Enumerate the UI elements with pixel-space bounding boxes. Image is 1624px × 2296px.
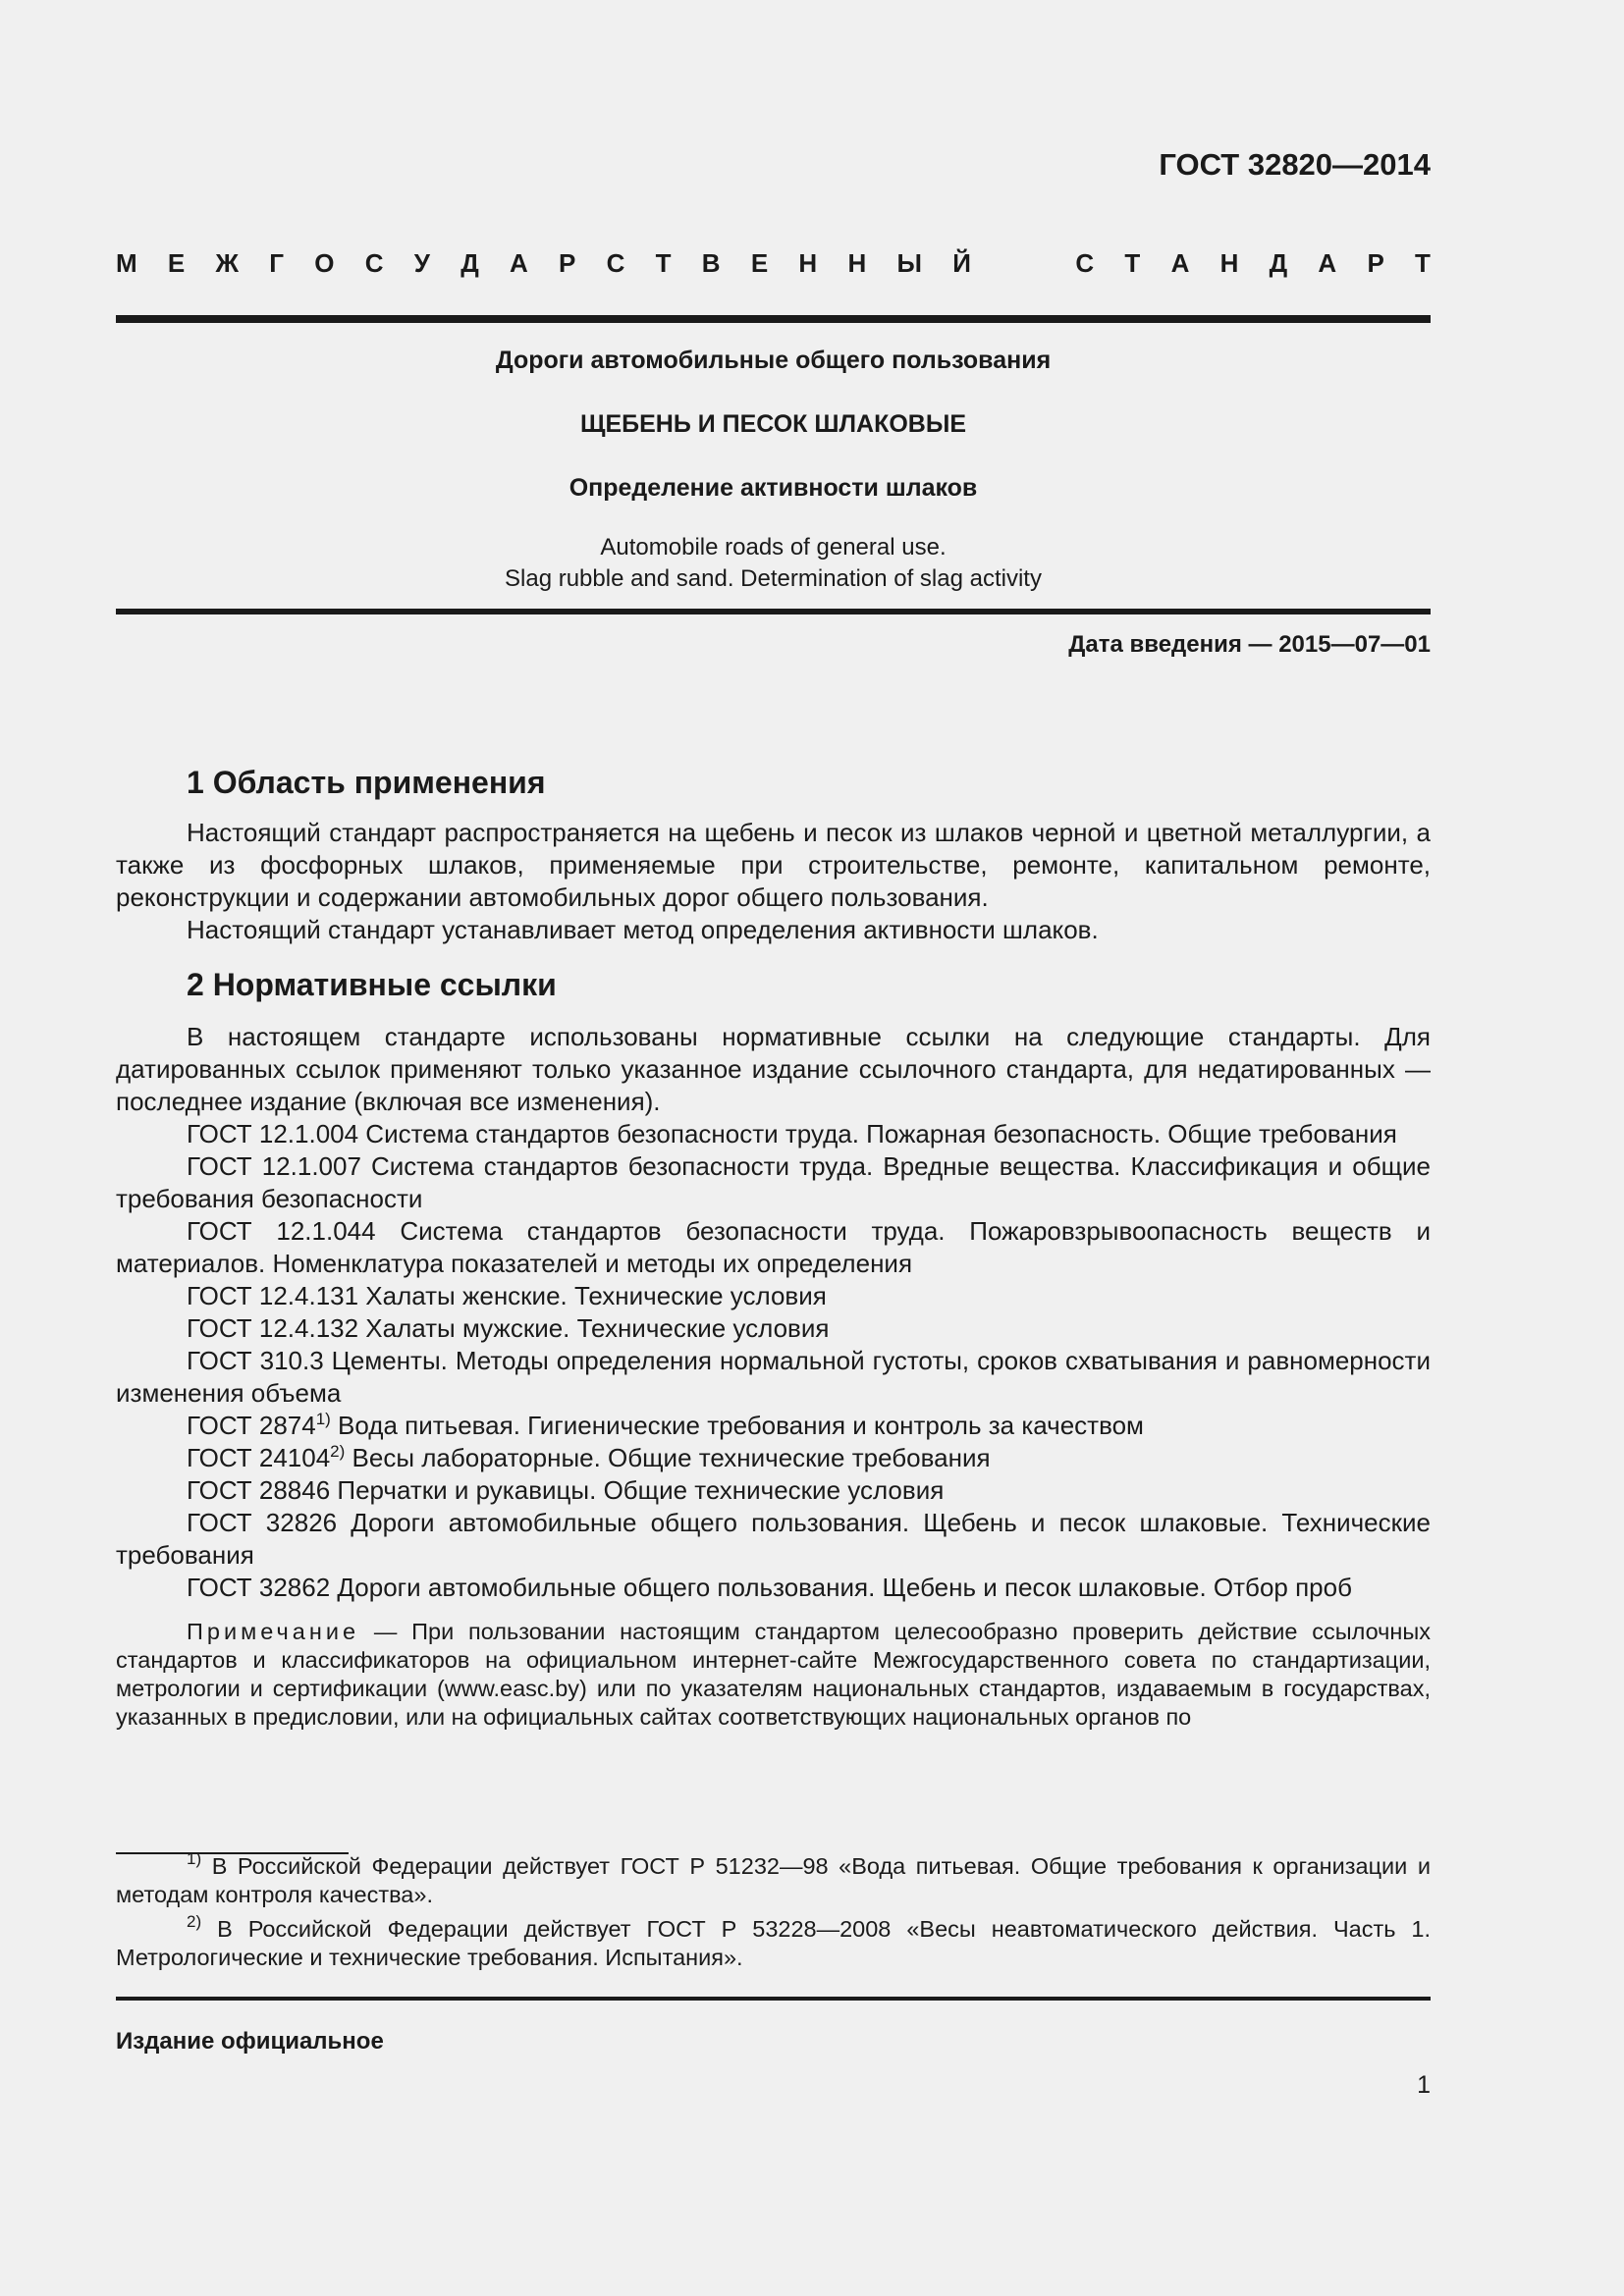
footnote-1 xyxy=(116,1849,1431,1909)
heading-letter: Е xyxy=(750,248,769,278)
document-body xyxy=(116,760,1431,1732)
heading-letter: Н xyxy=(1219,248,1239,278)
reference-text: Вода питьевая. Гигиенические требования и контроль за качеством xyxy=(330,1411,1144,1440)
reference-item-2874 xyxy=(116,1410,1431,1442)
reference-item: ГОСТ 310.3 Цементы. Методы определения нормальной густоты, сроков схватывания и равномерности изменения объема xyxy=(116,1346,1431,1408)
section-1-heading: 1 Область применения xyxy=(187,765,546,800)
title-line-2: ЩЕБЕНЬ И ПЕСОК ШЛАКОВЫЕ xyxy=(579,410,967,438)
reference-item-24104 xyxy=(116,1442,1431,1474)
reference-code: ГОСТ 24104 xyxy=(187,1443,331,1472)
top-divider xyxy=(116,315,1431,323)
reference-item: ГОСТ 12.4.132 Халаты мужские. Технические условия xyxy=(187,1313,830,1343)
heading-letter: Т xyxy=(655,248,672,278)
page-number: 1 xyxy=(1417,2071,1431,2099)
section-1-paragraph-2: Настоящий стандарт устанавливает метод определения активности шлаков. xyxy=(187,915,1099,944)
heading-letter: С xyxy=(606,248,625,278)
introduction-date: Дата введения — 2015—07—01 xyxy=(1068,631,1431,658)
edition-label: Издание официальное xyxy=(116,2028,384,2055)
heading-letter: О xyxy=(314,248,335,278)
reference-item: ГОСТ 32862 Дороги автомобильные общего пользования. Щебень и песок шлаковые. Отбор проб xyxy=(187,1573,1352,1602)
title-block xyxy=(116,344,1431,377)
english-title-line-1: Automobile roads of general use. xyxy=(600,534,947,561)
heading-letter: Й xyxy=(952,248,971,278)
heading-letter: Г xyxy=(269,248,285,278)
title-line-1: Дороги автомобильные общего пользования xyxy=(495,347,1052,374)
english-title-line-2: Slag rubble and sand. Determination of slag activity xyxy=(505,565,1042,592)
heading-letter: А xyxy=(1170,248,1190,278)
english-title-block xyxy=(116,532,1431,595)
footnote-1-mark: 1) xyxy=(187,1849,202,1868)
title-block-3 xyxy=(116,471,1431,505)
section-2-heading: 2 Нормативные ссылки xyxy=(187,967,557,1002)
footnote-mark: 2) xyxy=(330,1442,346,1461)
bottom-divider xyxy=(116,1997,1431,2001)
footnote-2-mark: 2) xyxy=(187,1912,202,1931)
title-divider xyxy=(116,609,1431,614)
reference-item: ГОСТ 32826 Дороги автомобильные общего пользования. Щебень и песок шлаковые. Технические требования xyxy=(116,1508,1431,1570)
reference-item: ГОСТ 12.1.044 Система стандартов безопасности труда. Пожаровзрывоопасность веществ и материалов. Номенклатура показателей и методы их определения xyxy=(116,1216,1431,1278)
heading-letter: Д xyxy=(1269,248,1288,278)
heading-letter: А xyxy=(1318,248,1337,278)
footnote-1-text: В Российской Федерации действует ГОСТ Р 51232—98 «Вода питьевая. Общие требования к организации и методам контроля качества». xyxy=(116,1853,1431,1907)
heading-letter: Р xyxy=(1367,248,1384,278)
document-number: ГОСТ 32820—2014 xyxy=(1159,147,1431,182)
heading-letter: М xyxy=(116,248,137,278)
heading-letter: У xyxy=(413,248,430,278)
footnotes xyxy=(116,1849,1431,1972)
heading-letter: Т xyxy=(1124,248,1141,278)
reference-item: ГОСТ 12.1.004 Система стандартов безопасности труда. Пожарная безопасность. Общие требования xyxy=(187,1119,1397,1148)
footnote-2-text: В Российской Федерации действует ГОСТ Р 53228—2008 «Весы неавтоматического действия. Часть 1. Метрологические и технические требования. Испытания». xyxy=(116,1916,1431,1970)
heading-letter: Ы xyxy=(896,248,922,278)
section-2-intro: В настоящем стандарте использованы нормативные ссылки на следующие стандарты. Для датированных ссылок применяют только указанное издание ссылочного стандарта, для недатированных — последнее издание (включая все изменения). xyxy=(116,1022,1431,1116)
reference-item: ГОСТ 12.1.007 Система стандартов безопасности труда. Вредные вещества. Классификация и общие требования безопасности xyxy=(116,1151,1431,1213)
heading-letter: Д xyxy=(460,248,479,278)
section-1-paragraph-1: Настоящий стандарт распространяется на щебень и песок из шлаков черной и цветной металлургии, а также из фосфорных шлаков, применяемые при строительстве, ремонте, капитальном ремонте, реконструкции и содержании автомобильных дорог общего пользования. xyxy=(116,818,1431,912)
reference-text: Весы лабораторные. Общие технические требования xyxy=(345,1443,991,1472)
heading-letter: В xyxy=(701,248,721,278)
heading-letter: С xyxy=(1075,248,1095,278)
title-line-3: Определение активности шлаков xyxy=(568,474,978,502)
heading-letter: Е xyxy=(167,248,186,278)
reference-code: ГОСТ 2874 xyxy=(187,1411,316,1440)
document-kind-heading xyxy=(116,246,1431,280)
heading-letter: А xyxy=(510,248,528,278)
note-label: Примечание xyxy=(187,1619,360,1644)
note-text: — При пользовании настоящим стандартом целесообразно проверить действие ссылочных стандартов и классификаторов на официальном интернет-сайте Межгосударственного совета по стандартизации, метрологии и сертификации (www.easc.by) или по указателям национальных стандартов, издаваемым в государствах, указанных в предисловии, или на официальных сайтах соответствующих национальных органов по xyxy=(116,1619,1431,1730)
heading-letter: С xyxy=(364,248,384,278)
reference-item: ГОСТ 12.4.131 Халаты женские. Технические условия xyxy=(187,1281,827,1310)
heading-letter: Н xyxy=(847,248,867,278)
word-gap xyxy=(1001,246,1045,280)
footnote-mark: 1) xyxy=(315,1410,331,1428)
footnote-2 xyxy=(116,1912,1431,1972)
heading-letter: Т xyxy=(1415,248,1431,278)
heading-letter: Ж xyxy=(215,248,240,278)
note-paragraph xyxy=(116,1618,1431,1732)
reference-item: ГОСТ 28846 Перчатки и рукавицы. Общие технические условия xyxy=(187,1475,945,1505)
title-block-2 xyxy=(116,407,1431,441)
heading-letter: Р xyxy=(559,248,576,278)
heading-letter: Н xyxy=(798,248,818,278)
